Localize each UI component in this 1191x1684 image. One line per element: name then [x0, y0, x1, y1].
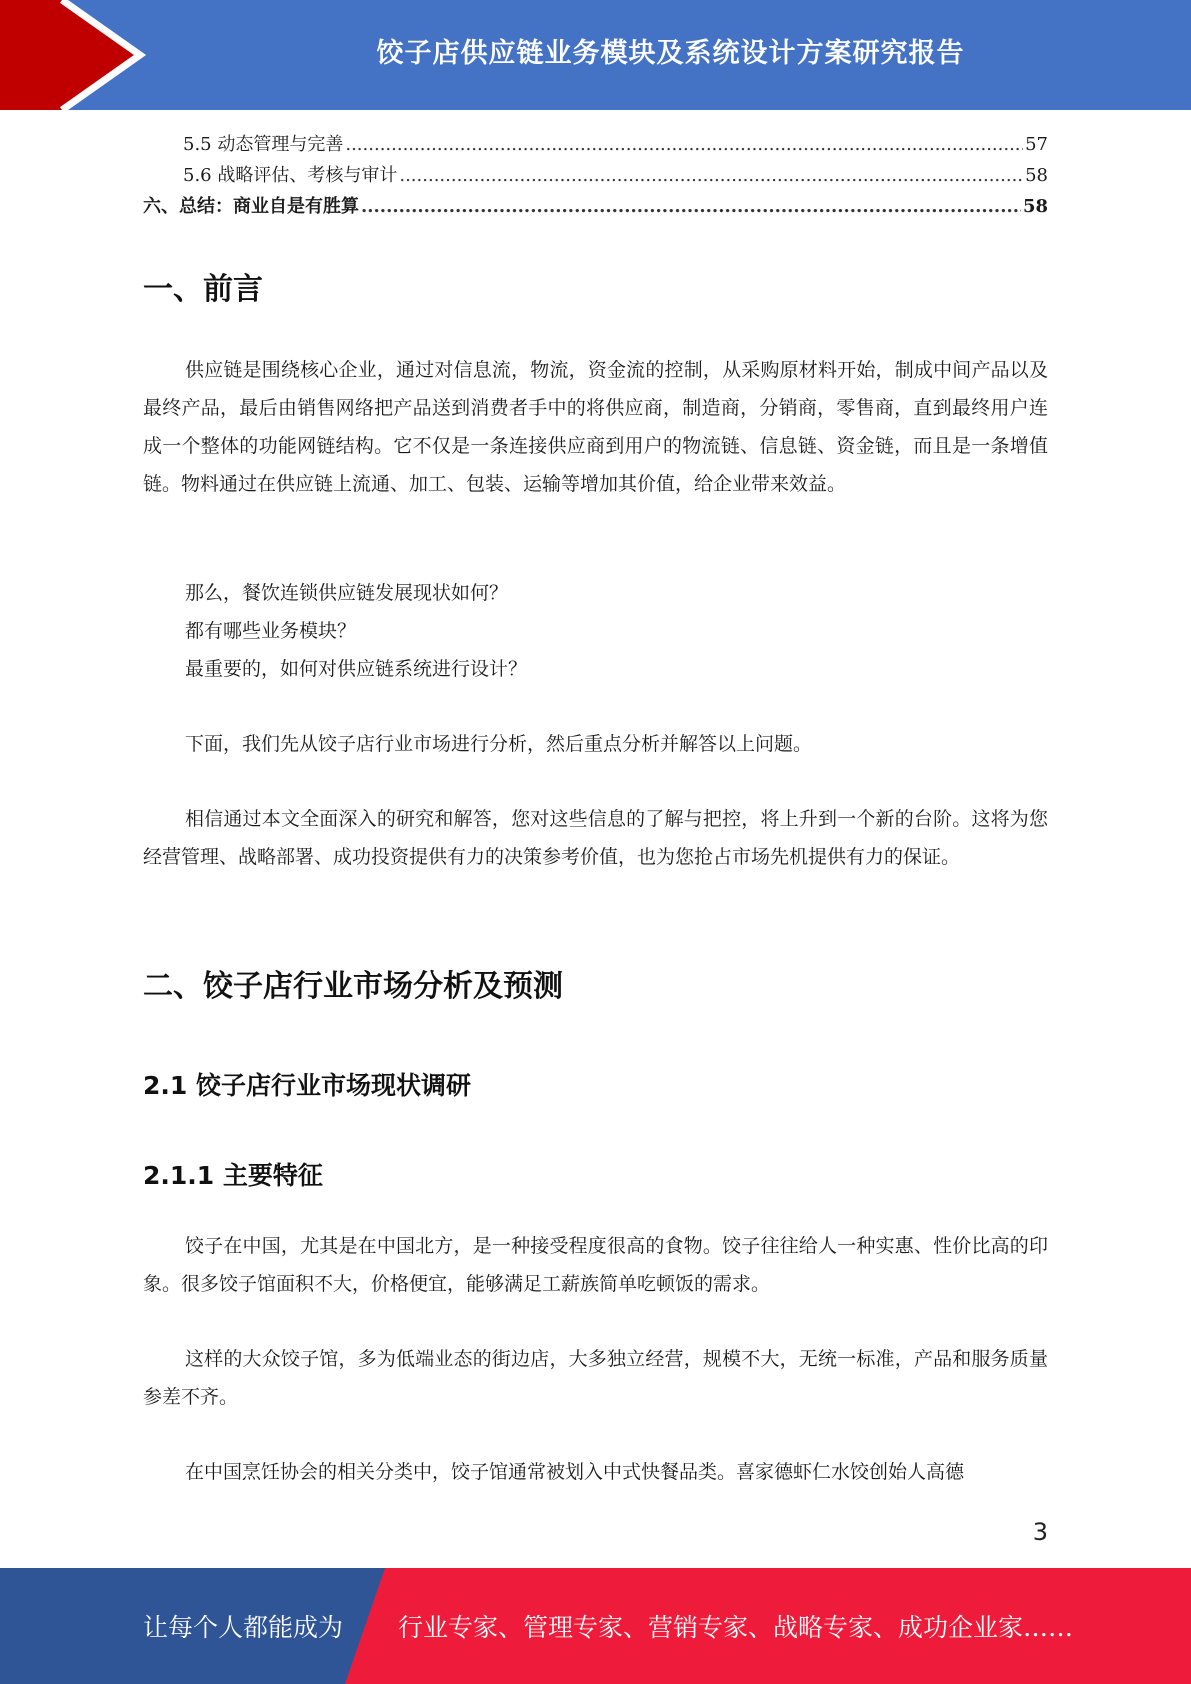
section-heading-market: 二、饺子店行业市场分析及预测 [143, 969, 563, 1004]
paragraph: 下面，我们先从饺子店行业市场进行分析，然后重点分析并解答以上问题。 [185, 733, 813, 755]
toc-label: 六、总结：商业自是有胜算 [143, 196, 359, 217]
toc-label: 5.5 动态管理与完善 [183, 134, 344, 155]
toc-entry[interactable] [143, 130, 1048, 161]
subsection-heading: 2.1 饺子店行业市场现状调研 [143, 1071, 471, 1100]
section-heading-preface: 一、前言 [143, 272, 263, 307]
toc-label: 5.6 战略评估、考核与审计 [183, 165, 398, 186]
question-line: 都有哪些业务模块？ [185, 620, 357, 642]
toc-page-number: 58 [1025, 165, 1048, 186]
page-header [0, 0, 1191, 110]
table-of-contents [143, 130, 1048, 223]
paragraph: 供应链是围绕核心企业，通过对信息流，物流，资金流的控制，从采购原材料开始，制成中间产品以及最终产品，最后由销售网络把产品送到消费者手中的将供应商，制造商，分销商，零售商，直到最终用户连成一个整体的功能网链结构。它不仅是一条连接供应商到用户的物流链、信息链、资金链，而且是一条增值链。物料通过在供应链上流通、加工、包装、运输等增加其价值，给企业带来效益。 [143, 359, 1048, 495]
footer-slogan-right: 行业专家、管理专家、营销专家、战略专家、成功企业家…… [398, 1613, 1074, 1642]
toc-leader [345, 134, 1023, 155]
document-title: 饺子店供应链业务模块及系统设计方案研究报告 [376, 37, 965, 69]
toc-leader [399, 165, 1023, 186]
paragraph: 相信通过本文全面深入的研究和解答，您对这些信息的了解与把控，将上升到一个新的台阶。这将为您经营管理、战略部署、成功投资提供有力的决策参考价值，也为您抢占市场先机提供有力的保证。 [143, 808, 1048, 868]
toc-entry[interactable] [143, 192, 1048, 223]
toc-entry[interactable] [143, 161, 1048, 192]
footer-slogan-left: 让每个人都能成为 [143, 1613, 344, 1642]
subsubsection-heading: 2.1.1 主要特征 [143, 1161, 323, 1190]
page-number: 3 [1032, 1518, 1048, 1546]
toc-leader [361, 196, 1021, 217]
question-line: 最重要的，如何对供应链系统进行设计？ [185, 658, 528, 680]
question-line: 那么，餐饮连锁供应链发展现状如何？ [185, 582, 509, 604]
paragraph: 饺子在中国，尤其是在中国北方，是一种接受程度很高的食物。饺子往往给人一种实惠、性价比高的印象。很多饺子馆面积不大，价格便宜，能够满足工薪族简单吃顿饭的需求。 [143, 1235, 1048, 1295]
paragraph: 这样的大众饺子馆，多为低端业态的街边店，大多独立经营，规模不大，无统一标准，产品和服务质量参差不齐。 [143, 1348, 1048, 1408]
paragraph: 在中国烹饪协会的相关分类中，饺子馆通常被划入中式快餐品类。喜家德虾仁水饺创始人高德 [185, 1461, 965, 1483]
toc-page-number: 58 [1022, 196, 1048, 217]
page-footer [0, 1568, 1191, 1684]
toc-page-number: 57 [1025, 134, 1048, 155]
